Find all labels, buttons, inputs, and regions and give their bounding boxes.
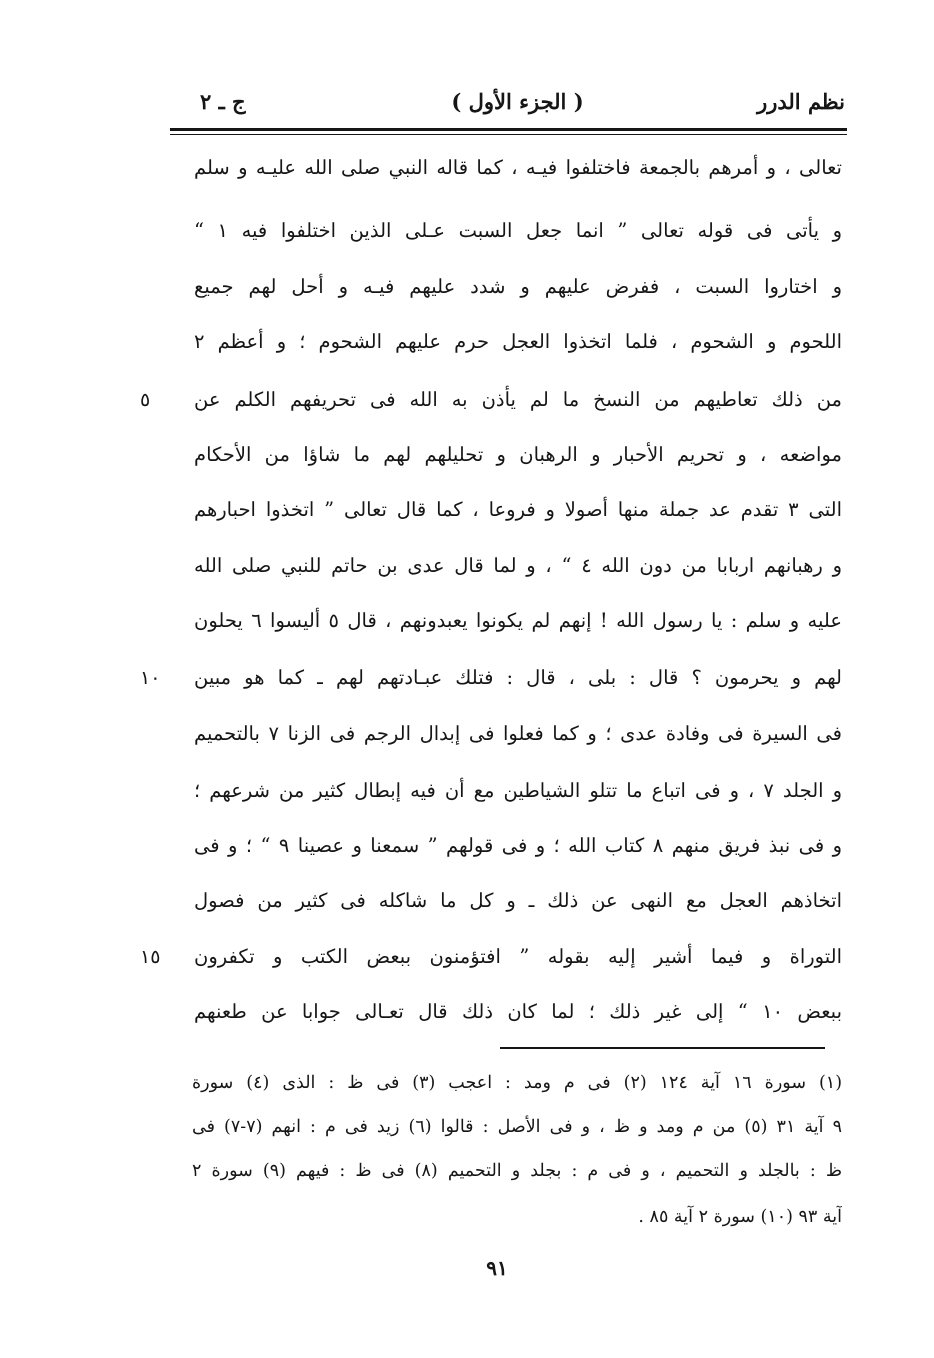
body-line: تعالى ، و أمرهم بالجمعة فاختلفوا فيـه ، كما قاله النبي صلى الله عليـه و سلم [194,156,842,179]
line-number-10: ١٠ [140,667,161,689]
line-number-5: ٥ [140,389,151,411]
body-line: و رهبانهم اربابا من دون الله ٤ “ ، و لما قال عدى بن حاتم للنبي صلى الله [194,554,842,577]
footnote-line: آية ٩٣ (١٠) سورة ٢ آية ٨٥ . [638,1207,842,1227]
body-line: اللحوم و الشحوم ، فلما اتخذوا العجل حرم عليهم الشحوم ؛ و أعظم ٢ [194,330,842,353]
footnote-line: ٩ آية ٣١ (٥) من م ومد و ظ ، و فى الأصل : قالوا (٦) زيد فى م : انهم (٧-٧) فى [192,1117,842,1137]
body-line: و يأتى فى قوله تعالى ” انما جعل السبت عـلى الذين اختلفوا فيه ١ “ [194,219,842,242]
footnote-rule [500,1047,825,1049]
part-label: ( الجزء الأول ) [451,89,584,114]
body-line: من ذلك تعاطيهم من النسخ ما لم يأذن به الله فى تحريفهم الكلم عن [194,388,842,411]
line-number-15: ١٥ [140,946,161,968]
body-line: و فى نبذ فريق منهم ٨ كتاب الله ؛ و فى قولهم ” سمعنا و عصينا ٩ “ ؛ و فى [194,834,842,857]
header-rule-thick [170,128,847,131]
body-line: لهم و يحرمون ؟ قال : بلى ، قال : فتلك عبـادتهم لهم ـ كما هو مبين [194,666,842,689]
footnote-line: ظ : بالجلد و التحميم ، و فى م : بجلد و التحميم (٨) فى ظ : فيهم (٩) سورة ٢ [192,1161,842,1181]
header-rule-thin [170,134,847,135]
body-line: اتخاذهم العجل مع النهى عن ذلك ـ و كل ما شاكله فى كثير من فصول [194,889,842,912]
body-line: و الجلد ٧ ، و فى اتباع ما تتلو الشياطين مع أن فيه إبطال كثير من شرعهم ؛ [194,779,842,802]
footnote-line: (١) سورة ١٦ آية ١٢٤ (٢) فى م ومد : اعجب (٣) فى ظ : الذى (٤) سورة [192,1073,842,1093]
body-line: و اختاروا السبت ، ففرض عليهم و شدد عليهم فيـه و أحل لهم جميع [194,275,842,298]
body-line: التى ٣ تقدم عد جملة منها أصولا و فروعا ، كما قال تعالى ” اتخذوا احبارهم [194,498,842,521]
body-line: عليه و سلم : يا رسول الله ! إنهم لم يكونوا يعبدونهم ، قال ٥ أليسوا ٦ يحلون [194,609,842,632]
body-line: التوراة و فيما أشير إليه بقوله ” افتؤمنون ببعض الكتب و تكفرون [194,945,842,968]
body-line: فى السيرة فى وفادة عدى ؛ و كما فعلوا فى إبدال الرجم فى الزنا ٧ بالتحميم [194,722,842,745]
page-number: ٩١ [486,1256,508,1280]
body-line: مواضعه ، و تحريم الأحبار و الرهبان و تحليلهم لهم ما شاؤا من الأحكام [194,443,842,466]
running-header [190,82,845,122]
volume-reference: ج ـ ٢ [200,89,246,114]
book-title: نظم الدرر [757,89,845,114]
body-line: ببعض ١٠ “ إلى غير ذلك ؛ لما كان ذلك قال تعـالى جوابا عن طعنهم [194,1000,842,1023]
